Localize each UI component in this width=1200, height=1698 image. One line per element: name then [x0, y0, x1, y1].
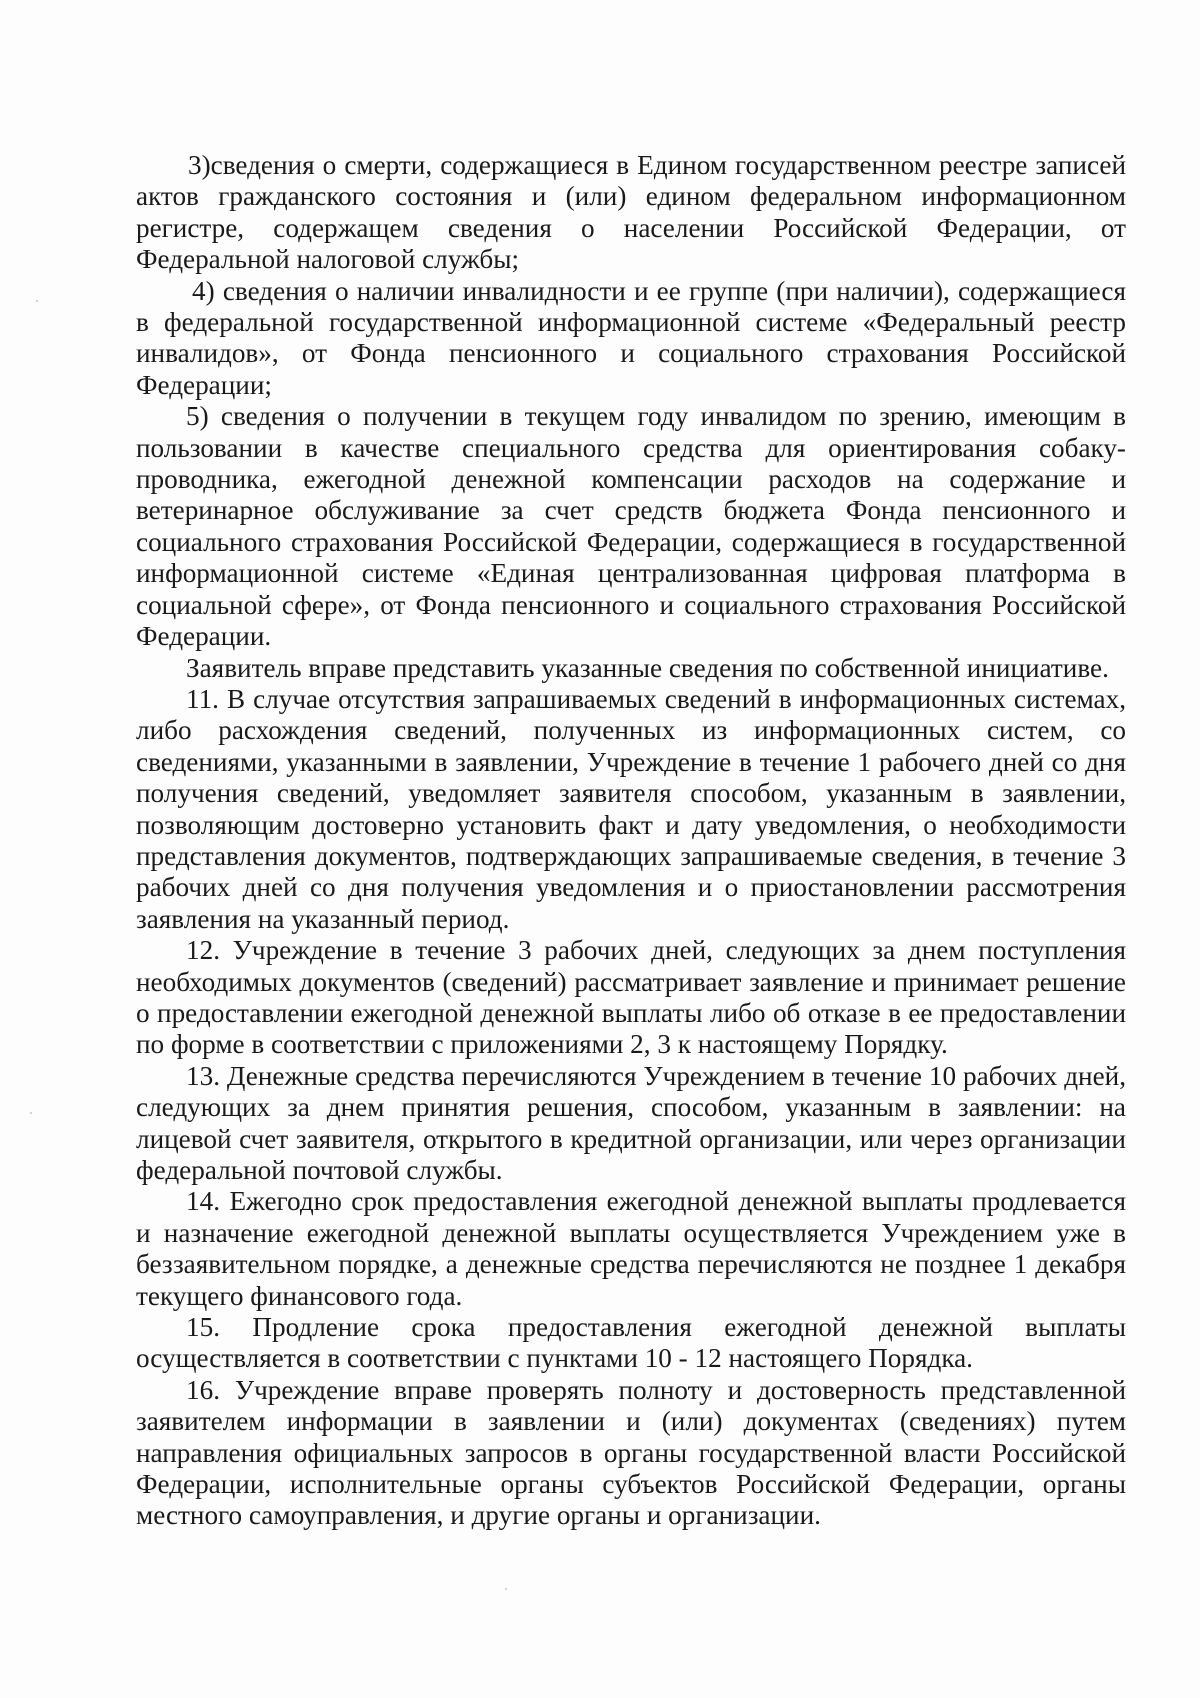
paragraph-item-4: 4) сведения о наличии инвалидности и ее группе (при наличии), содержащиеся в федеральной государственной информационной системе «Федеральный реестр инвалидов», от Фонда пенсионного и социального страхования Российской Федерации;	[136, 275, 1126, 400]
paragraph-clause-15: 15. Продление срока предоставления ежегодной денежной выплаты осуществляется в соответствии с пунктами 10 - 12 настоящего Порядка.	[136, 1312, 1126, 1374]
paragraph-clause-14: 14. Ежегодно срок предоставления ежегодной денежной выплаты продлевается и назначение ежегодной денежной выплаты осуществляется Учреждением уже в беззаявительном порядке, а денежные средства перечисляются не позднее 1 декабря текущего финансового года.	[136, 1186, 1126, 1311]
scan-speck	[505, 1588, 507, 1590]
paragraph-item-3: 3)сведения о смерти, содержащиеся в Едином государственном реестре записей актов гражданского состояния и (или) едином федеральном информационном регистре, содержащем сведения о населении Российской Федерации, от Федеральной налоговой службы;	[136, 150, 1126, 275]
document-body	[136, 150, 1126, 1532]
scan-speck	[36, 300, 38, 302]
paragraph-clause-13: 13. Денежные средства перечисляются Учреждением в течение 10 рабочих дней, следующих за днем принятия решения, способом, указанным в заявлении: на лицевой счет заявителя, открытого в кредитной организации, или через организации федеральной почтовой службы.	[136, 1060, 1126, 1185]
scan-speck	[30, 1112, 32, 1114]
paragraph-clause-11: 11. В случае отсутствия запрашиваемых сведений в информационных системах, либо расхождения сведений, полученных из информационных систем, со сведениями, указанными в заявлении, Учреждение в течение 1 рабочего дней со дня получения сведений, уведомляет заявителя способом, указанным в заявлении, позволяющим достоверно установить факт и дату уведомления, о необходимости представления документов, подтверждающих запрашиваемые сведения, в течение 3 рабочих дней со дня получения уведомления и о приостановлении рассмотрения заявления на указанный период.	[136, 683, 1126, 934]
paragraph-applicant-right: Заявитель вправе представить указанные сведения по собственной инициативе.	[186, 652, 1109, 683]
paragraph-clause-16: 16. Учреждение вправе проверять полноту и достоверность представленной заявителем информации в заявлении и (или) документах (сведениях) путем направления официальных запросов в органы государственной власти Российской Федерации, исполнительные органы субъектов Российской Федерации, органы местного самоуправления, и другие органы и организации.	[136, 1374, 1126, 1531]
paragraph-clause-12: 12. Учреждение в течение 3 рабочих дней, следующих за днем поступления необходимых документов (сведений) рассматривает заявление и принимает решение о предоставлении ежегодной денежной выплаты либо об отказе в ее предоставлении по форме в соответствии с приложениями 2, 3 к настоящему Порядку.	[136, 935, 1126, 1060]
paragraph-item-5: 5) сведения о получении в текущем году инвалидом по зрению, имеющим в пользовании в качестве специального средства для ориентирования собаку-проводника, ежегодной денежной компенсации расходов на содержание и ветеринарное обслуживание за счет средств бюджета Фонда пенсионного и социального страхования Российской Федерации, содержащиеся в государственной информационной системе «Единая централизованная цифровая платформа в социальной сфере», от Фонда пенсионного и социального страхования Российской Федерации.	[136, 401, 1126, 652]
